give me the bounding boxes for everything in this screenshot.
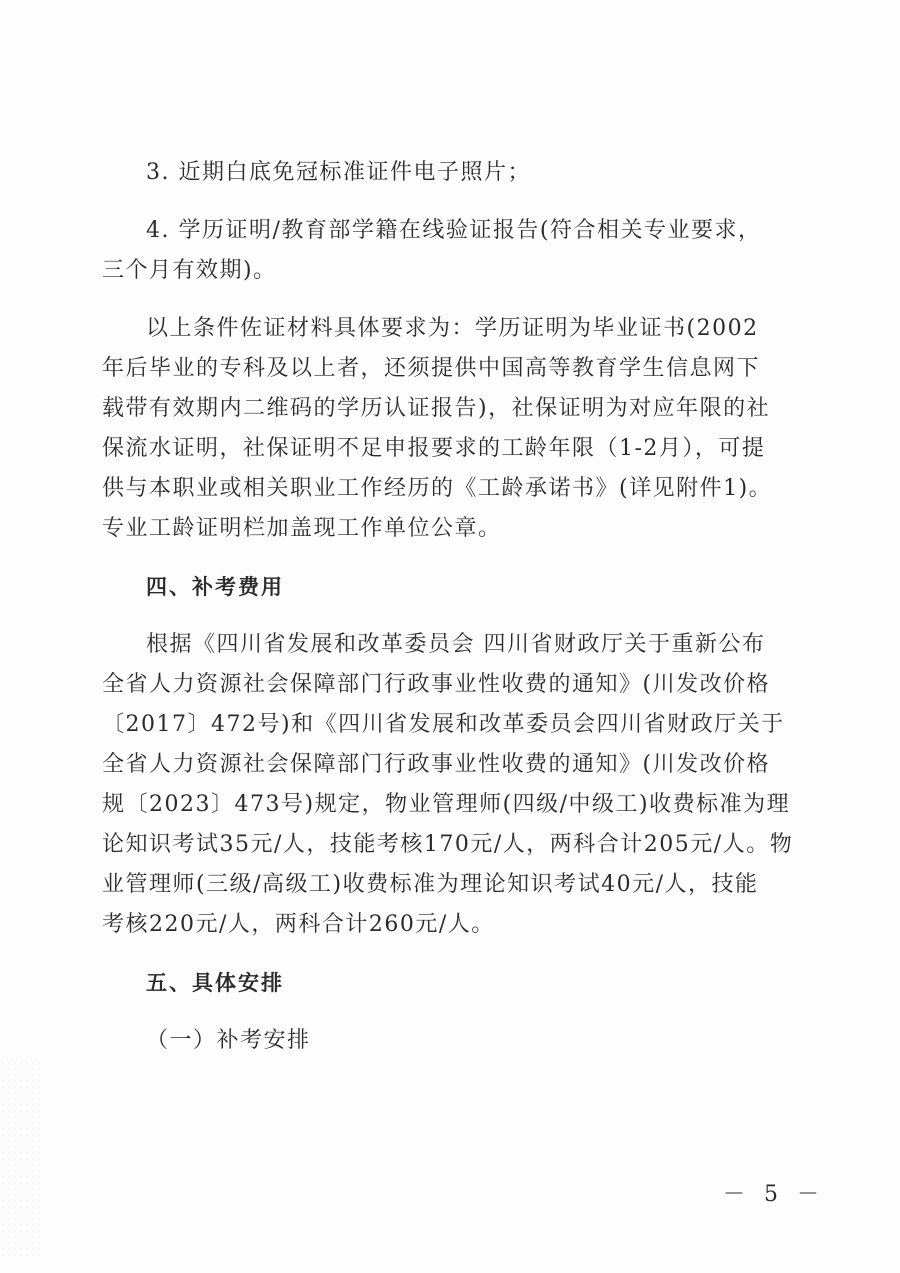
page-number: － 5 － bbox=[723, 1182, 825, 1207]
paragraph-fees-line-5: 规〔2023〕473号)规定，物业管理师(四级/中级工)收费标准为理 bbox=[102, 792, 791, 817]
paragraph-materials-line-2: 年后毕业的专科及以上者，还须提供中国高等教育学生信息网下 bbox=[102, 356, 761, 381]
paragraph-fees-line-3: 〔2017〕472号)和《四川省发展和改革委员会四川省财政厅关于 bbox=[102, 712, 785, 737]
paragraph-fees-line-7: 业管理师(三级/高级工)收费标准为理论知识考试40元/人，技能 bbox=[102, 872, 759, 897]
list-item-education-line-2: 三个月有效期)。 bbox=[102, 258, 277, 283]
section-heading-fees: 四、补考费用 bbox=[146, 575, 284, 599]
list-item-education-line-1: 4. 学历证明/教育部学籍在线验证报告(符合相关专业要求， bbox=[146, 218, 762, 243]
paragraph-materials-line-1: 以上条件佐证材料具体要求为：学历证明为毕业证书(2002 bbox=[146, 316, 759, 341]
list-item-photo: 3. 近期白底免冠标准证件电子照片； bbox=[146, 160, 531, 185]
paragraph-fees-line-8: 考核220元/人，两科合计260元/人。 bbox=[102, 912, 495, 937]
paragraph-materials-line-3: 载带有效期内二维码的学历认证报告)，社保证明为对应年限的社 bbox=[102, 396, 771, 421]
paragraph-fees-line-4: 全省人力资源社会保障部门行政事业性收费的通知》(川发改价格 bbox=[102, 752, 771, 777]
paragraph-fees-line-6: 论知识考试35元/人，技能考核170元/人，两科合计205元/人。物 bbox=[102, 832, 794, 857]
scan-speckle bbox=[0, 1060, 40, 1260]
paragraph-fees-line-1: 根据《四川省发展和改革委员会 四川省财政厅关于重新公布 bbox=[146, 632, 766, 657]
paragraph-fees-line-2: 全省人力资源社会保障部门行政事业性收费的通知》(川发改价格 bbox=[102, 672, 771, 697]
section-heading-arrangements: 五、具体安排 bbox=[146, 971, 284, 995]
paragraph-materials-line-4: 保流水证明，社保证明不足申报要求的工龄年限（1-2月），可提 bbox=[102, 436, 766, 461]
paragraph-materials-line-6: 专业工龄证明栏加盖现工作单位公章。 bbox=[102, 516, 502, 541]
subsection-heading-makeup-exam: （一）补考安排 bbox=[146, 1028, 311, 1053]
paragraph-materials-line-5: 供与本职业或相关职业工作经历的《工龄承诺书》(详见附件1)。 bbox=[102, 476, 773, 501]
